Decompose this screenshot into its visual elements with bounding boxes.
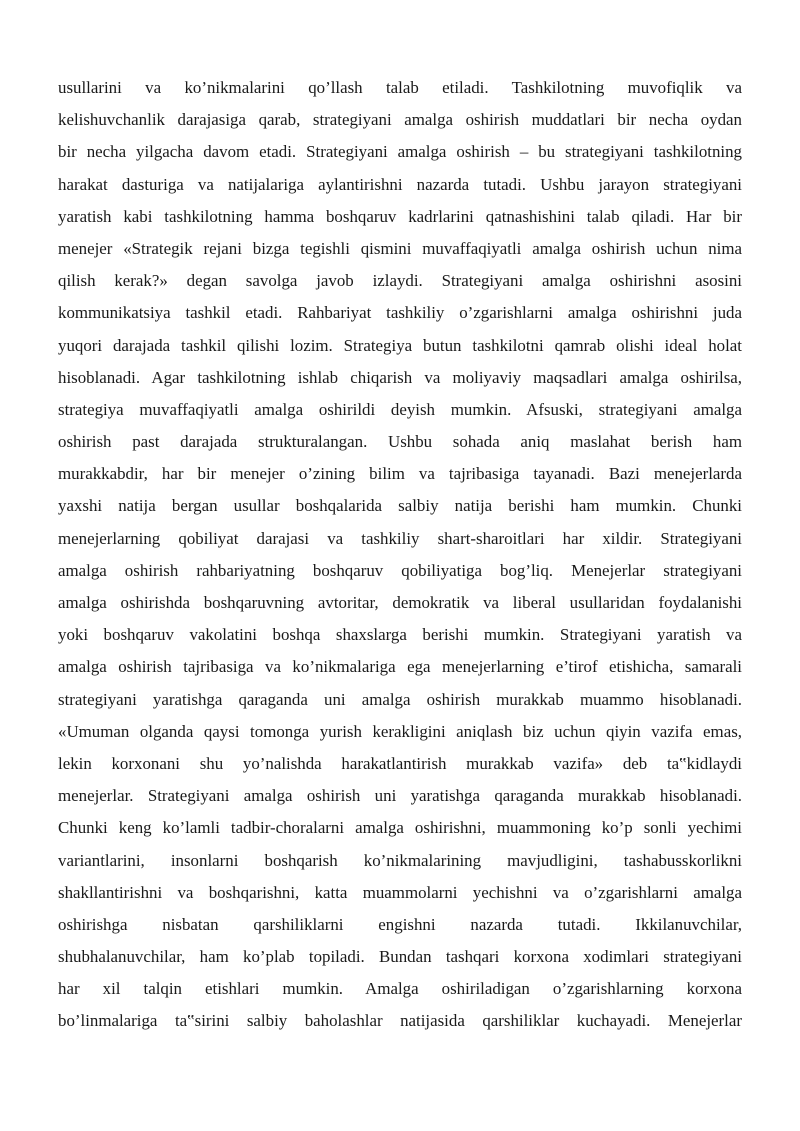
text-line: bir necha yilgacha davom etadi. Strategiyani amalga oshirish – bu strategiyani tashkilotning [58,142,742,162]
text-line: harakat dasturiga va natijalariga aylantirishni nazarda tutadi. Ushbu jarayon strategiyani [58,174,742,194]
text-line: shakllantirishni va boshqarishni, katta muammolarni yechishni va o’zgarishlarni amalga [58,882,742,902]
text-line: menejer «Strategik rejani bizga tegishli qismini muvaffaqiyatli amalga oshirish uchun nima [58,238,742,258]
document-page [58,72,742,1038]
text-line: usullarini va ko’nikmalarini qo’llash talab etiladi. Tashkilotning muvofiqlik va [58,78,742,97]
text-line: «Umuman olganda qaysi tomonga yurish kerakligini aniqlash biz uchun qiyin vazifa emas, [58,721,742,741]
text-line: har xil talqin etishlari mumkin. Amalga oshiriladigan o’zgarishlarning korxona [58,979,742,999]
text-line: hisoblanadi. Agar tashkilotning ishlab chiqarish va moliyaviy maqsadlari amalga oshirilsa, [58,367,742,387]
text-line: yaxshi natija bergan usullar boshqalarida salbiy natija berishi ham mumkin. Chunki [58,496,742,516]
text-line: strategiya muvaffaqiyatli amalga oshirildi deyish mumkin. Afsuski, strategiyani amalga [58,399,742,419]
text-line: shubhalanuvchilar, ham ko’plab topiladi. Bundan tashqari korxona xodimlari strategiyani [58,947,742,967]
text-line: kommunikatsiya tashkil etadi. Rahbariyat tashkiliy o’zgarishlarni amalga oshirishni juda [58,303,742,323]
text-line: lekin korxonani shu yo’nalishda harakatlantirish murakkab vazifa» deb ta‟kidlaydi [58,753,742,773]
text-line: bo’linmalariga ta‟sirini salbiy baholashlar natijasida qarshiliklar kuchayadi. Menejerlar [58,1011,742,1031]
text-line: amalga oshirish rahbariyatning boshqaruv qobiliyatiga bog’liq. Menejerlar strategiyani [58,560,742,580]
text-line: menejerlarning qobiliyat darajasi va tashkiliy shart-sharoitlari har xildir. Strategiyani [58,528,742,548]
text-line: variantlarini, insonlarni boshqarish ko’nikmalarining mavjudligini, tashabusskorlikni [58,850,742,870]
text-line: Chunki keng ko’lamli tadbir-choralarni amalga oshirishni, muammoning ko’p sonli yechimi [58,818,742,838]
text-line: amalga oshirish tajribasiga va ko’nikmalariga ega menejerlarning e’tirof etishicha, samarali [58,657,742,677]
text-line: kelishuvchanlik darajasiga qarab, strategiyani amalga oshirish muddatlari bir necha oydan [58,110,742,130]
text-line: oshirishga nisbatan qarshiliklarni engishni nazarda tutadi. Ikkilanuvchilar, [58,914,742,934]
text-line: yuqori darajada tashkil qilishi lozim. Strategiya butun tashkilotni qamrab olishi ideal holat [58,335,742,355]
text-line: murakkabdir, har bir menejer o’zining bilim va tajribasiga tayanadi. Bazi menejerlarda [58,464,742,484]
text-line: amalga oshirishda boshqaruvning avtoritar, demokratik va liberal usullaridan foydalanishi [58,593,742,612]
text-line: yaratish kabi tashkilotning hamma boshqaruv kadrlarini qatnashishini talab qiladi. Har bir [58,206,742,226]
text-line: strategiyani yaratishga qaraganda uni amalga oshirish murakkab muammo hisoblanadi. [58,689,742,709]
text-line: menejerlar. Strategiyani amalga oshirish uni yaratishga qaraganda murakkab hisoblanadi. [58,786,742,806]
text-line: oshirish past darajada strukturalangan. Ushbu sohada aniq maslahat berish ham [58,432,742,452]
text-line: yoki boshqaruv vakolatini boshqa shaxslarga berishi mumkin. Strategiyani yaratish va [58,625,742,645]
text-line: qilish kerak?» degan savolga javob izlaydi. Strategiyani amalga oshirishni asosini [58,271,742,291]
